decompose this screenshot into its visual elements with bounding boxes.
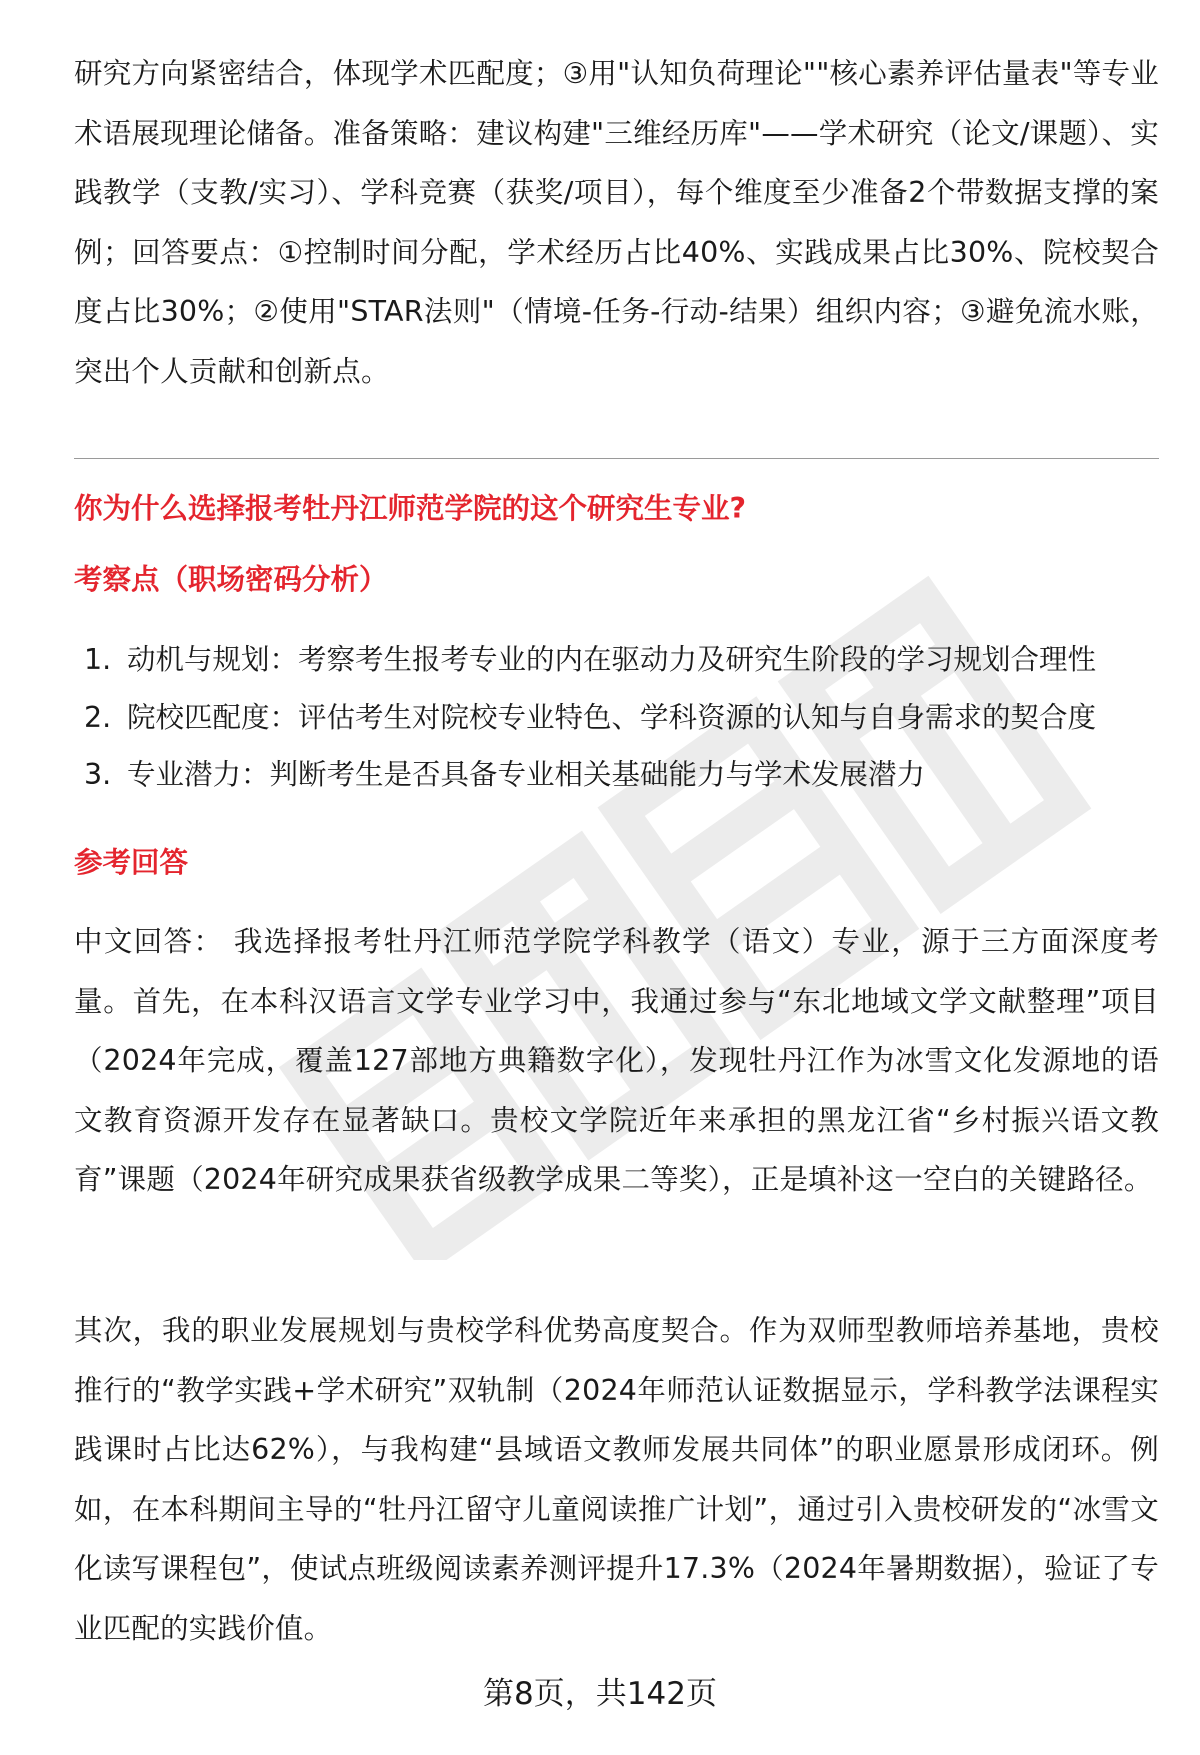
exam-points-list-wrap <box>74 631 1159 804</box>
exam-point-item <box>74 746 1159 804</box>
exam-point-number: 1. <box>84 643 112 676</box>
exam-point-text: 专业潜力：判断考生是否具备专业相关基础能力与学术发展潜力 <box>127 758 926 791</box>
answer-block-2 <box>74 1301 1159 1658</box>
exam-point-item <box>74 631 1159 689</box>
exam-point-text: 院校匹配度：评估考生对院校专业特色、学科资源的认知与自身需求的契合度 <box>127 700 1097 734</box>
question-section <box>74 489 1159 529</box>
page-footer: 第8页，共142页 <box>483 1676 717 1712</box>
answer-paragraph-1: 中文回答： 我选择报考牡丹江师范学院学科教学（语文）专业，源于三方面深度考量。首先，在本科汉语言文学专业学习中，我通过参与“东北地域文学文献整理”项目（2024年完成，覆盖127部地方典籍数字化），发现牡丹江作为冰雪文化发源地的语文教育资源开发存在显著缺口。贵校文学院近年来承担的黑龙江省“乡村振兴语文教育”课题（2024年研究成果获省级教学成果二等奖），正是填补这一空白的关键路径。 <box>74 925 1159 1196</box>
intro-block <box>74 44 1159 401</box>
answer-block-1 <box>74 912 1159 1210</box>
exam-points-heading: 考察点（职场密码分析） <box>74 563 388 596</box>
exam-point-number: 3. <box>84 758 112 791</box>
exam-point-item <box>74 689 1159 747</box>
exam-point-text: 动机与规划：考察考生报考专业的内在驱动力及研究生阶段的学习规划合理性 <box>127 643 1097 676</box>
reference-section <box>74 843 1159 883</box>
answer-paragraph-2: 其次，我的职业发展规划与贵校学科优势高度契合。作为双师型教师培养基地，贵校推行的“教学实践+学术研究”双轨制（2024年师范认证数据显示，学科教学法课程实践课时占比达62%），与我构建“县域语文教师发展共同体”的职业愿景形成闭环。例如，在本科期间主导的“牡丹江留守儿童阅读推广计划”，通过引入贵校研发的“冰雪文化读写课程包”，使试点班级阅读素养测评提升17.3%（2024年暑期数据），验证了专业匹配的实践价值。 <box>74 1314 1159 1645</box>
exam-point-number: 2. <box>84 700 112 734</box>
exam-points-list <box>74 631 1159 804</box>
exam-points-section <box>74 560 1159 600</box>
question-heading: 你为什么选择报考牡丹江师范学院的这个研究生专业? <box>74 492 747 525</box>
section-divider <box>74 458 1159 459</box>
reference-heading: 参考回答 <box>74 846 189 879</box>
intro-paragraph: 研究方向紧密结合，体现学术匹配度；③用"认知负荷理论""核心素养评估量表"等专业术语展现理论储备。准备策略：建议构建"三维经历库"——学术研究（论文/课题）、实践教学（支教/实习）、学科竞赛（获奖/项目），每个维度至少准备2个带数据支撑的案例；回答要点：①控制时间分配，学术经历占比40%、实践成果占比30%、院校契合度占比30%；②使用"STAR法则"（情境-任务-行动-结果）组织内容；③避免流水账，突出个人贡献和创新点。 <box>74 57 1159 388</box>
